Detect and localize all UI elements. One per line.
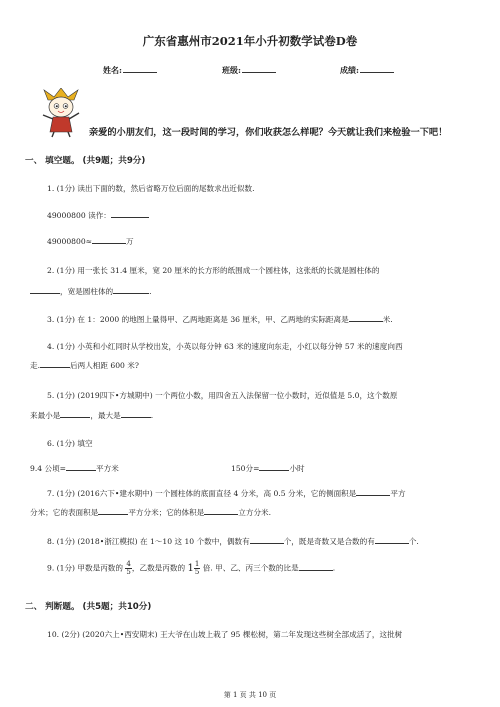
question-4-end: 后两人相距 600 米? — [70, 361, 139, 370]
question-6-head: 6. (1分) 填空 — [47, 439, 93, 448]
question-5-end: . — [150, 411, 154, 420]
question-3 — [47, 314, 393, 325]
answer-blank[interactable] — [98, 507, 128, 515]
fraction-denominator: 5 — [126, 568, 131, 576]
greeting-text: 亲爱的小朋友们，这一段时间的学习，你们收获怎么样呢？今天就让我们来检验一下吧！ — [89, 127, 448, 138]
question-6-part-a — [30, 463, 119, 474]
question-1-read-label: 49000800 读作： — [47, 211, 111, 220]
score-field — [340, 64, 394, 76]
answer-blank[interactable] — [299, 563, 336, 573]
question-6-b-label: 150分= — [231, 464, 260, 473]
answer-blank[interactable] — [60, 410, 90, 418]
fraction-numerator: 1 — [194, 560, 200, 568]
question-3-unit: 米. — [382, 315, 393, 324]
answer-blank[interactable] — [204, 507, 238, 515]
question-5-min-label: 来最小是 — [30, 411, 61, 420]
question-5-line2 — [30, 410, 153, 421]
class-label: 班级: — [222, 65, 241, 75]
name-field — [103, 64, 157, 76]
question-5-line1: 5. (1分) (2019四下•方城期中) 一个两位小数，用四舍五入法保留一位小数时，近似值是 5.0，这个数原 — [47, 391, 398, 400]
answer-blank[interactable] — [259, 463, 289, 471]
name-label: 姓名: — [103, 65, 122, 75]
question-7-volume-label: 平方分米；它的体积是 — [128, 508, 205, 517]
question-4-start: 走. — [30, 361, 41, 370]
mascot-icon — [38, 88, 84, 138]
question-8 — [47, 536, 419, 547]
answer-blank[interactable] — [349, 314, 383, 322]
answer-blank[interactable] — [356, 488, 390, 496]
question-3-text: 3. (1分) 在 1：2000 的地图上量得甲、乙两地距离是 36 厘米，甲、乙两地的实际距离是 — [47, 315, 349, 324]
question-7-text: 7. (1分) (2016六下•建水期中) 一个圆柱体的底面直径 4 分米，高 0.5 分米，它的侧面积是 — [47, 489, 357, 498]
question-2-mid: ，宽是圆柱体的 — [60, 287, 114, 296]
question-7-unit3: 立方分米. — [238, 508, 272, 517]
question-1-unit: 万 — [126, 237, 134, 246]
section-heading-fill-in: 一、 填空题。 (共9题；共9分) — [25, 156, 146, 166]
question-7-surface-label: 分米；它的表面积是 — [30, 508, 99, 517]
class-field — [222, 64, 276, 76]
question-7-line1 — [47, 488, 406, 499]
question-9 — [47, 561, 335, 576]
question-7-unit1: 平方 — [390, 489, 406, 498]
answer-blank[interactable] — [375, 536, 409, 544]
answer-blank[interactable] — [92, 236, 126, 244]
answer-blank[interactable] — [40, 360, 70, 368]
question-8-mid: 个，既是奇数又是合数的有 — [283, 537, 375, 546]
fraction — [194, 561, 200, 576]
question-1-line1 — [47, 210, 149, 221]
question-5-max-label: ，最大是 — [90, 411, 121, 420]
answer-blank[interactable] — [113, 286, 152, 296]
question-2-end: . — [149, 287, 152, 296]
question-4-line2 — [30, 360, 139, 371]
question-6-b-unit: 小时 — [289, 464, 305, 473]
question-4-line1: 4. (1分) 小英和小红同时从学校出发，小英以每分钟 63 米的速度向东走，小红以每分钟 57 米的速度向西 — [47, 342, 403, 351]
answer-blank[interactable] — [66, 463, 96, 471]
answer-blank[interactable] — [250, 536, 284, 544]
question-6-a-unit: 平方米 — [96, 464, 119, 473]
page-footer: 第 1 页 共 10 页 — [223, 691, 277, 699]
question-9-text-a: 9. (1分) 甲数是丙数的 — [47, 563, 123, 573]
class-blank — [242, 64, 276, 73]
answer-blank[interactable] — [111, 210, 149, 218]
mixed-number-whole: 1 — [187, 563, 194, 574]
question-1-approx-label: 49000800≈ — [47, 237, 93, 246]
question-1-head: 1. (1分) 读出下面的数，然后省略万位后面的尾数求出近似数. — [47, 184, 255, 193]
question-6-part-b — [231, 463, 305, 474]
answer-blank[interactable] — [121, 410, 154, 420]
section-heading-judgment: 二、 判断题。 (共5题；共10分) — [25, 602, 152, 612]
question-10: 10. (2分) (2020六上•西安期末) 王大爷在山坡上栽了 95 棵松树，第二年发现这些树全部成活了，这批树 — [47, 630, 403, 639]
score-label: 成绩: — [340, 65, 359, 75]
question-2-line1: 2. (1分) 用一张长 31.4 厘米，宽 20 厘米的长方形的纸围成一个圆柱体，这张纸的长就是圆柱体的 — [47, 266, 380, 275]
question-2-line2 — [30, 286, 152, 297]
question-1-line2 — [47, 236, 134, 247]
fraction-denominator: 5 — [194, 568, 200, 576]
question-8-text: 8. (1分) (2018•浙江模拟) 在 1～10 这 10 个数中，偶数有 — [47, 537, 250, 546]
fraction-numerator: 4 — [126, 560, 131, 568]
page-title: 广东省惠州市2021年小升初数学试卷D卷 — [142, 34, 358, 48]
question-6-a-label: 9.4 公顷= — [30, 464, 67, 473]
question-9-end: . — [332, 563, 336, 573]
score-blank — [360, 64, 394, 73]
answer-blank[interactable] — [30, 286, 60, 294]
question-9-text-b: ，乙数是丙数的 — [131, 563, 186, 573]
question-9-text-c: 倍. 甲、乙、丙三个数的比是 — [202, 563, 299, 573]
name-blank — [123, 64, 157, 73]
question-7-line2 — [30, 507, 271, 518]
question-8-end: 个. — [408, 537, 419, 546]
